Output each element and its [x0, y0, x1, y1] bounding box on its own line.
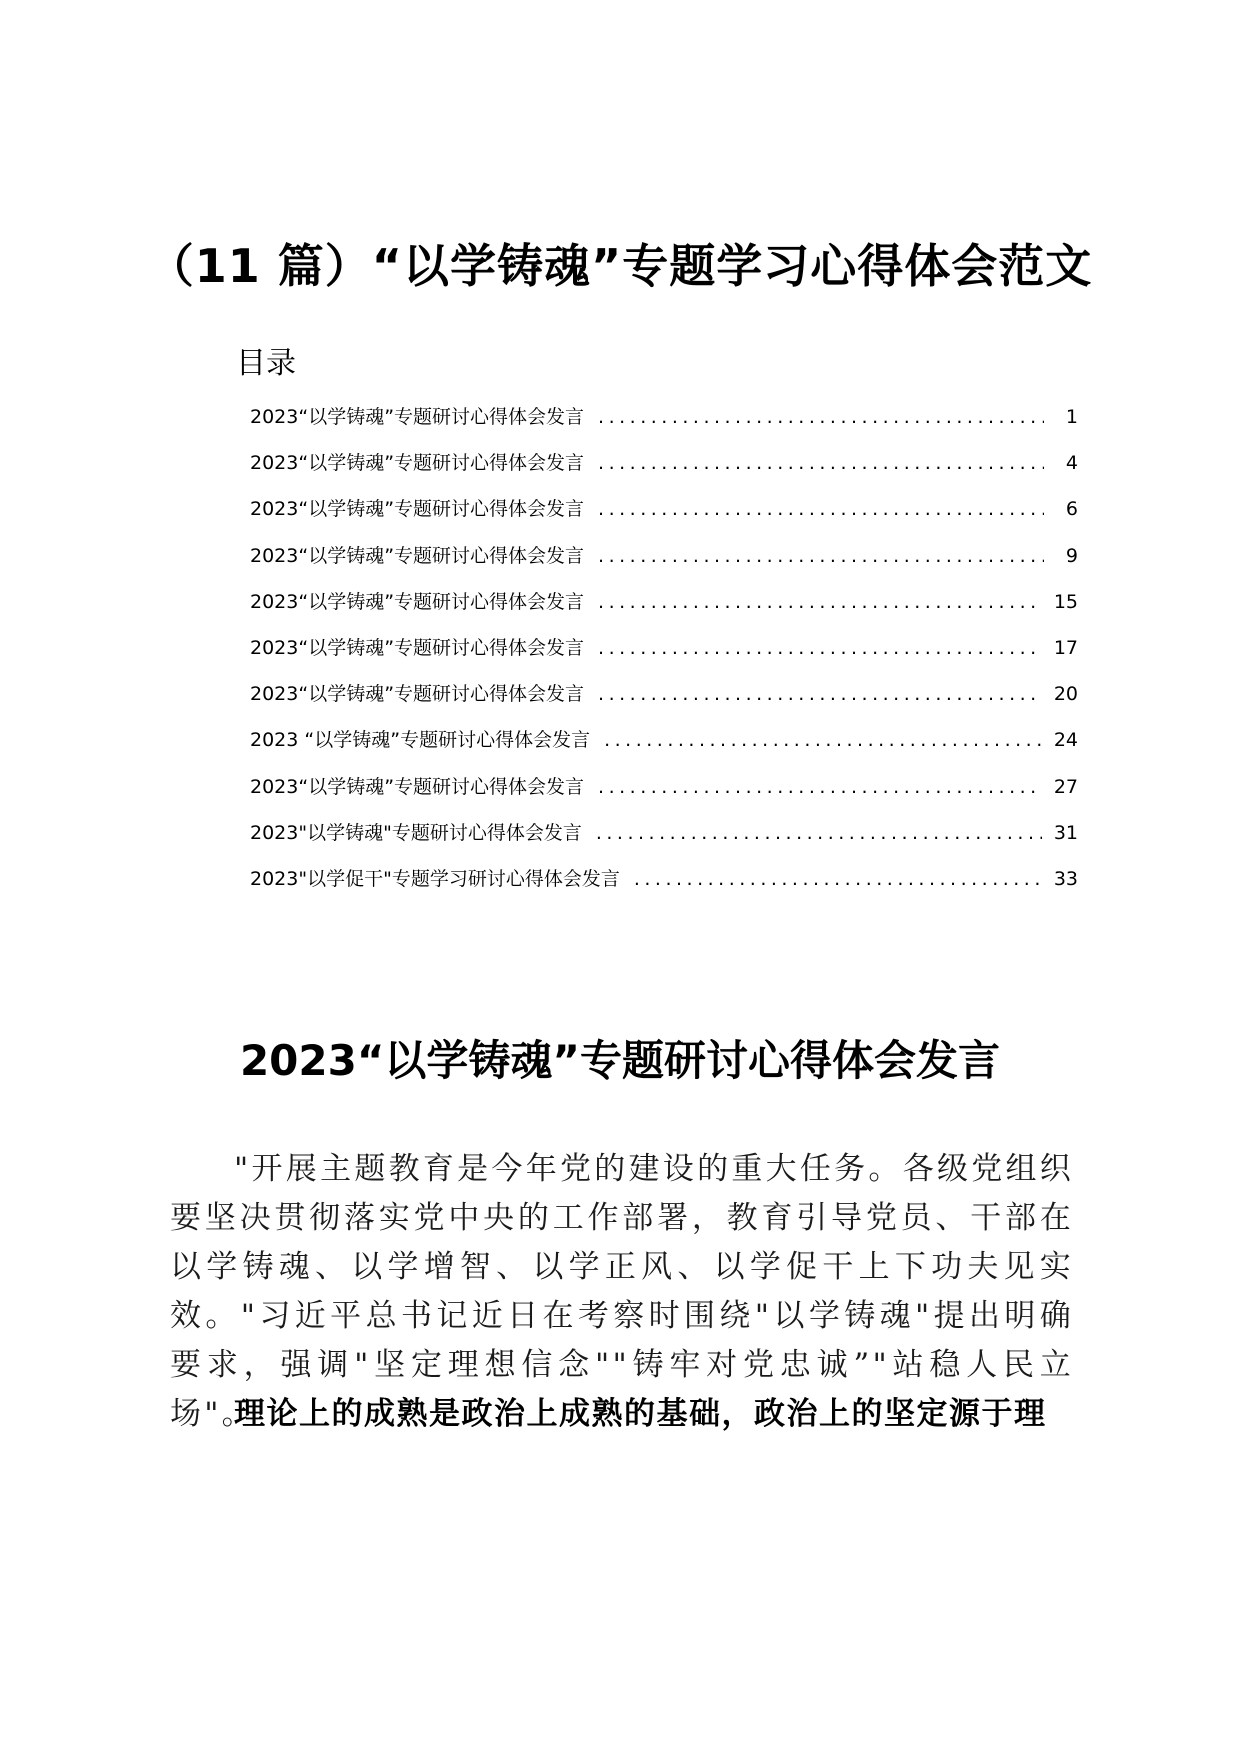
- toc-entry-text: 2023“以学铸魂”专题研讨心得体会发言: [250, 544, 585, 567]
- toc-entry-text: 2023“以学铸魂”专题研讨心得体会发言: [250, 452, 585, 475]
- toc-entry[interactable]: [250, 633, 1078, 679]
- toc-entry-text: 2023“以学铸魂”专题研讨心得体会发言: [250, 683, 585, 706]
- toc-entry-page: 1: [1065, 406, 1078, 428]
- toc-entry-text: 2023“以学铸魂”专题研讨心得体会发言: [250, 636, 585, 659]
- toc-heading: 目录: [236, 346, 296, 381]
- toc-entry-page: 17: [1053, 636, 1078, 659]
- toc-leader-dots: [598, 637, 1042, 659]
- toc-entry[interactable]: [250, 725, 1078, 771]
- toc-entry-page: 33: [1053, 867, 1078, 890]
- toc-entry-text: 2023“以学铸魂”专题研讨心得体会发言: [250, 590, 585, 613]
- toc-entry[interactable]: [250, 818, 1078, 864]
- toc-entry[interactable]: [250, 772, 1078, 818]
- toc-leader-dots: [598, 498, 1044, 520]
- toc-entry-text: 2023"以学铸魂"专题研讨心得体会发言: [250, 821, 582, 844]
- toc-entry-page: 24: [1053, 729, 1078, 752]
- toc-entry-page: 20: [1053, 683, 1078, 706]
- toc-entry[interactable]: [250, 402, 1078, 448]
- toc-entry[interactable]: [250, 587, 1078, 633]
- toc-entry[interactable]: [250, 864, 1078, 910]
- document-title: （11 篇）“以学铸魂”专题学习心得体会范文: [147, 239, 1093, 293]
- toc-entry[interactable]: [250, 679, 1078, 725]
- toc-leader-dots: [596, 822, 1042, 844]
- toc-leader-dots: [598, 406, 1044, 428]
- toc-entry-text: 2023“以学铸魂”专题研讨心得体会发言: [250, 406, 585, 428]
- toc-leader-dots: [598, 545, 1044, 567]
- toc-entry-page: 27: [1053, 775, 1078, 798]
- toc-entry-page: 9: [1065, 544, 1078, 567]
- table-of-contents: [250, 402, 1078, 910]
- toc-entry-text: 2023 “以学铸魂”专题研讨心得体会发言: [250, 729, 591, 752]
- toc-leader-dots: [598, 591, 1042, 613]
- bold-lead-paragraph: 理论上的成熟是政治上成熟的基础，政治上的坚定源于理: [234, 1396, 1047, 1432]
- toc-leader-dots: [604, 729, 1042, 751]
- section-title: 2023“以学铸魂”专题研讨心得体会发言: [239, 1036, 1001, 1085]
- toc-entry-page: 6: [1065, 498, 1078, 521]
- toc-leader-dots: [598, 776, 1042, 798]
- toc-entry[interactable]: [250, 448, 1078, 494]
- toc-entry-text: 2023“以学铸魂”专题研讨心得体会发言: [250, 775, 585, 798]
- toc-entry-page: 15: [1053, 590, 1078, 613]
- toc-entry-page: 4: [1065, 452, 1078, 475]
- toc-entry-text: 2023"以学促干"专题学习研讨心得体会发言: [250, 867, 620, 890]
- toc-entry[interactable]: [250, 541, 1078, 587]
- toc-entry-page: 31: [1053, 821, 1078, 844]
- toc-leader-dots: [634, 868, 1042, 890]
- toc-leader-dots: [598, 683, 1042, 705]
- toc-entry[interactable]: [250, 494, 1078, 540]
- body-paragraph: "开展主题教育是今年党的建设的重大任务。各级党组织要坚决贯彻落实党中央的工作部署，教育引导党员、干部在以学铸魂、以学增智、以学正风、以学促干上下功夫见实效。"习近平总书记近日在考察时围绕"以学铸魂"提出明确要求，强调"坚定理想信念""铸牢对党忠诚”"站稳人民立场"。: [170, 1151, 1074, 1432]
- toc-leader-dots: [598, 452, 1044, 474]
- toc-entry-text: 2023“以学铸魂”专题研讨心得体会发言: [250, 498, 585, 521]
